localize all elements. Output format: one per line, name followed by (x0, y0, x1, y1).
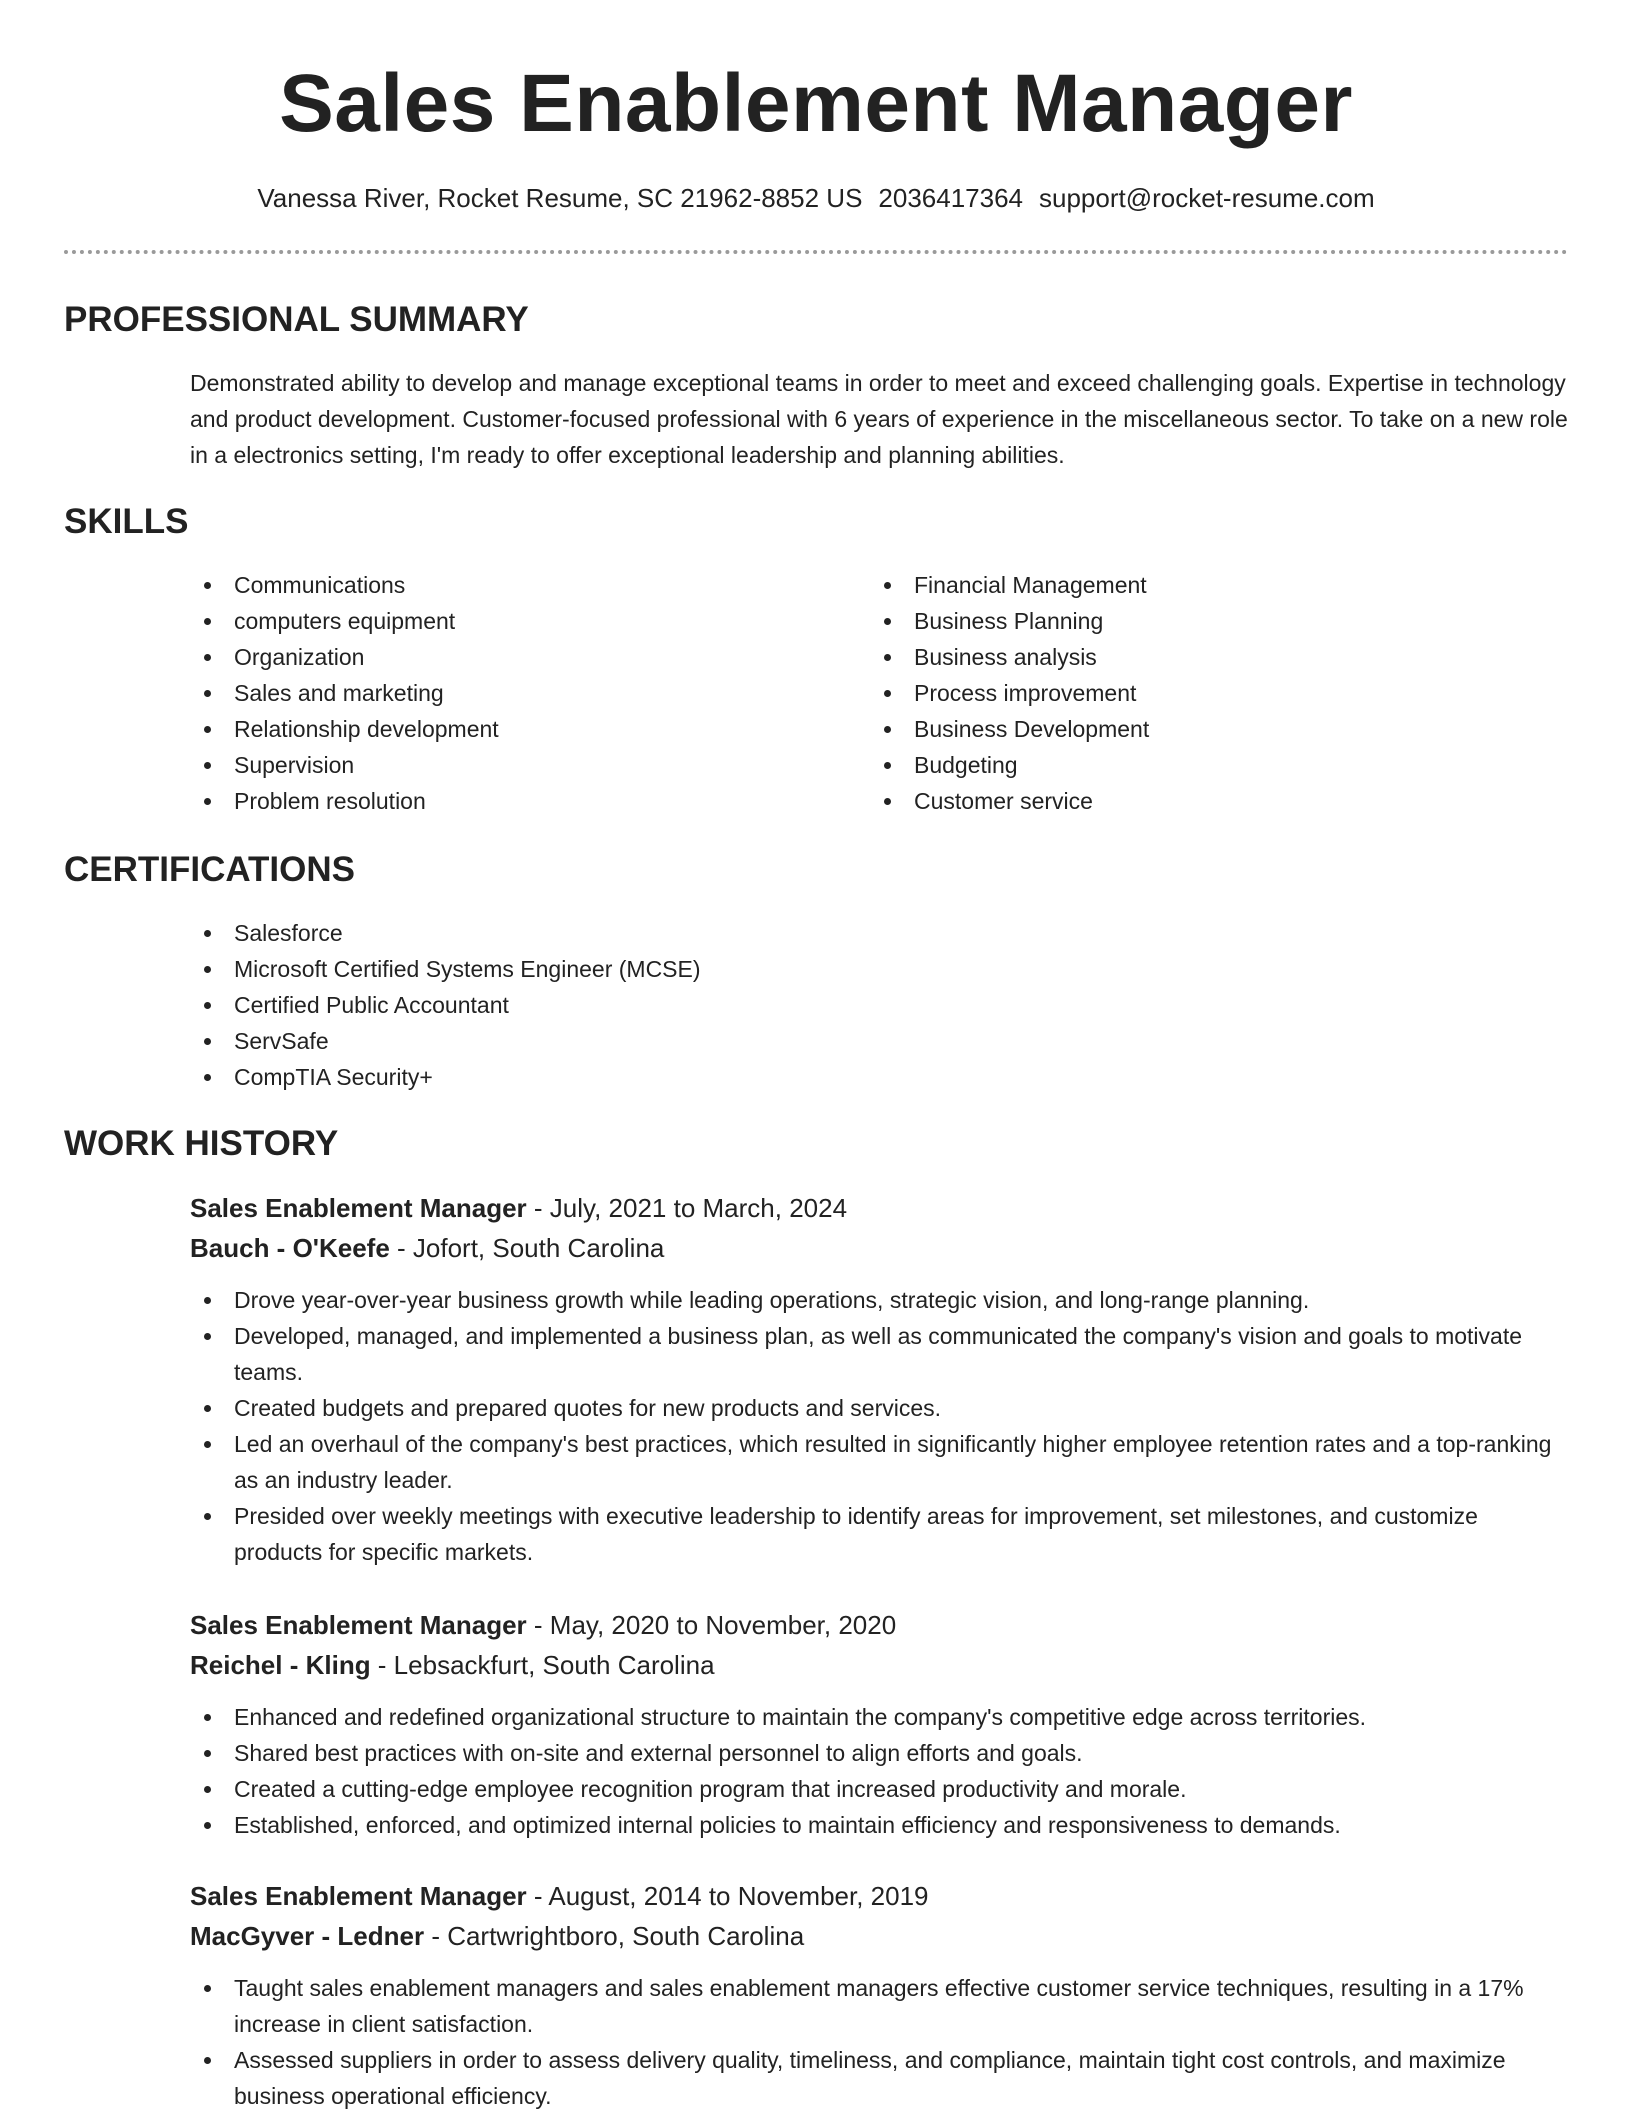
skill-item: Organization (190, 639, 810, 675)
job-bullet: Created budgets and prepared quotes for new products and services. (190, 1390, 1568, 1426)
certification-item: CompTIA Security+ (190, 1059, 1568, 1095)
skill-item: Supervision (190, 747, 810, 783)
job-title: Sales Enablement Manager (190, 1610, 527, 1640)
job-bullet: Created a cutting-edge employee recognition program that increased productivity and morale. (190, 1771, 1568, 1807)
job-company: Bauch - O'Keefe (190, 1233, 390, 1263)
job-location: - Cartwrightboro, South Carolina (424, 1921, 805, 1951)
contact-phone: 2036417364 (878, 183, 1024, 213)
certification-item: Salesforce (190, 915, 1568, 951)
page-title: Sales Enablement Manager (279, 58, 1353, 149)
certifications-list (190, 915, 1568, 1095)
header-divider (64, 250, 1568, 254)
job-bullet: Presided over weekly meetings with executive leadership to identify areas for improvement, set milestones, and customize products for specific markets. (190, 1498, 1568, 1570)
skill-item: Relationship development (190, 711, 810, 747)
job-bullet: Developed, managed, and implemented a business plan, as well as communicated the company's vision and goals to motivate teams. (190, 1318, 1568, 1390)
contact-address: Vanessa River, Rocket Resume, SC 21962-8852 US (257, 183, 863, 213)
skills-right-column (870, 567, 1490, 819)
job-dates: - August, 2014 to November, 2019 (526, 1881, 929, 1911)
job-dates: - July, 2021 to March, 2024 (526, 1193, 848, 1223)
job-company-line (190, 1228, 1568, 1268)
skill-item: Budgeting (870, 747, 1490, 783)
certification-item: Microsoft Certified Systems Engineer (MCSE) (190, 951, 1568, 987)
skill-item: Sales and marketing (190, 675, 810, 711)
job-bullet-list (190, 1282, 1568, 1570)
skills-heading: SKILLS (64, 502, 189, 541)
contact-email: support@rocket-resume.com (1039, 183, 1375, 213)
job-title-line (190, 1188, 1568, 1228)
skill-item: Business Planning (870, 603, 1490, 639)
job-location: - Jofort, South Carolina (389, 1233, 665, 1263)
job-company: MacGyver - Ledner (190, 1921, 425, 1951)
job-bullet: Enhanced and redefined organizational structure to maintain the company's competitive edge across territories. (190, 1699, 1568, 1735)
job-company: Reichel - Kling (190, 1650, 371, 1680)
job-bullet-list (190, 1699, 1568, 1843)
job-bullet: Established, enforced, and optimized internal policies to maintain efficiency and responsiveness to demands. (190, 1807, 1568, 1843)
certifications-heading: CERTIFICATIONS (64, 850, 356, 889)
job-location: - Lebsackfurt, South Carolina (370, 1650, 715, 1680)
contact-line (64, 180, 1568, 216)
certification-item: Certified Public Accountant (190, 987, 1568, 1023)
job-bullet: Drove year-over-year business growth while leading operations, strategic vision, and long-range planning. (190, 1282, 1568, 1318)
certification-item: ServSafe (190, 1023, 1568, 1059)
job-bullet: Led an overhaul of the company's best practices, which resulted in significantly higher employee retention rates and a top-ranking as an industry leader. (190, 1426, 1568, 1498)
job-entry (190, 1876, 1568, 2114)
job-dates: - May, 2020 to November, 2020 (526, 1610, 897, 1640)
job-title: Sales Enablement Manager (190, 1881, 527, 1911)
work-history-heading: WORK HISTORY (64, 1124, 339, 1163)
summary-heading: PROFESSIONAL SUMMARY (64, 300, 529, 339)
job-title: Sales Enablement Manager (190, 1193, 527, 1223)
job-bullet: Taught sales enablement managers and sales enablement managers effective customer service techniques, resulting in a 17% increase in client satisfaction. (190, 1970, 1568, 2042)
job-bullet: Assessed suppliers in order to assess delivery quality, timeliness, and compliance, maintain tight cost controls, and maximize business operational efficiency. (190, 2042, 1568, 2114)
job-bullet: Shared best practices with on-site and external personnel to align efforts and goals. (190, 1735, 1568, 1771)
skill-item: computers equipment (190, 603, 810, 639)
job-title-line (190, 1605, 1568, 1645)
skill-item: Business Development (870, 711, 1490, 747)
job-company-line (190, 1916, 1568, 1956)
job-entry (190, 1605, 1568, 1843)
skill-item: Financial Management (870, 567, 1490, 603)
skills-left-list (190, 567, 810, 819)
skill-item: Process improvement (870, 675, 1490, 711)
skill-item: Problem resolution (190, 783, 810, 819)
job-title-line (190, 1876, 1568, 1916)
skills-left-column (190, 567, 810, 819)
summary-text: Demonstrated ability to develop and manage exceptional teams in order to meet and exceed challenging goals. Expertise in technology and product development. Customer-focused professional with 6 years of experience in the miscellaneous sector. To take on a new role in a electronics setting, I'm ready to offer exceptional leadership and planning abilities. (190, 370, 1568, 468)
skill-item: Business analysis (870, 639, 1490, 675)
certifications-block (190, 915, 1568, 1095)
skill-item: Communications (190, 567, 810, 603)
job-bullet-list (190, 1970, 1568, 2114)
job-company-line (190, 1645, 1568, 1685)
skills-right-list (870, 567, 1490, 819)
skill-item: Customer service (870, 783, 1490, 819)
job-entry (190, 1188, 1568, 1570)
